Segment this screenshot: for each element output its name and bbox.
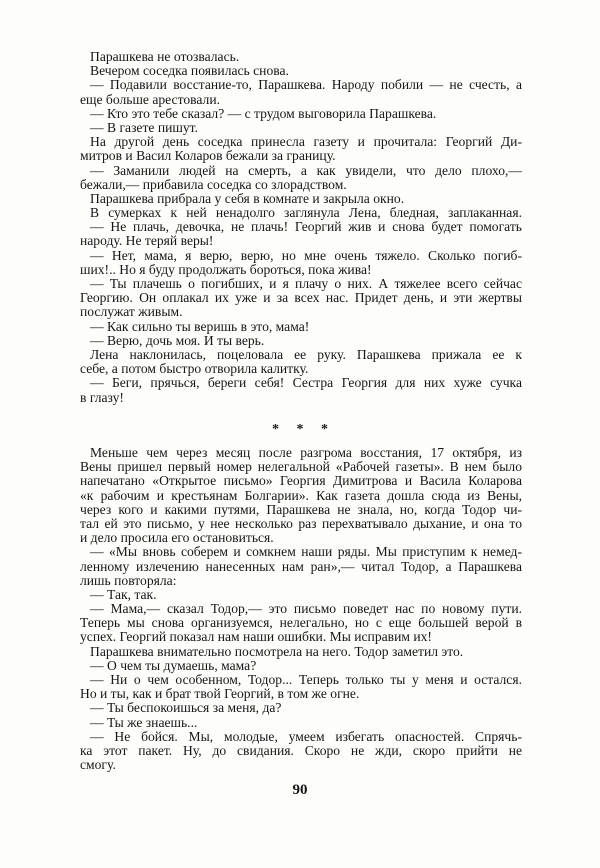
text-line: себе, а потом быстро отворила калитку. <box>80 361 309 377</box>
text-line: — Мама,— сказал Тодор,— это письмо поведет нас по новому пути. <box>90 602 522 617</box>
text-line: народу. Не теряй веры! <box>80 233 214 249</box>
text-line: — Не плачь, девочка, не плачь! Георгий жив и снова будет помогать <box>90 220 522 235</box>
text-line: напечатано «Открытое письмо» Георгия Димитрова и Васила Коларова <box>80 474 522 489</box>
text-line: Георгию. Он оплакал их уже и за всех нас. Придет день, и эти жертвы <box>80 291 522 306</box>
text-block-second-scene <box>80 446 522 772</box>
text-line: — Нет, мама, я верю, верю, но мне очень тяжело. Сколько погиб- <box>90 248 522 263</box>
text-line: бежали,— прибавила соседка со злорадством. <box>80 176 347 192</box>
text-line: — Как сильно ты веришь в это, мама! <box>90 318 310 334</box>
text-line: — В газете пишут. <box>90 119 198 135</box>
text-line: Парашкева не отозвалась. <box>90 49 240 64</box>
text-block-first-scene <box>80 50 522 405</box>
text-line: послужат живым. <box>80 304 183 320</box>
text-line: На другой день соседка принесла газету и прочитала: Георгий Ди- <box>90 135 522 150</box>
text-line: Лена наклонилась, поцеловала ее руку. Парашкева прижала ее к <box>90 347 522 362</box>
text-line: Вечером соседка появилась снова. <box>90 63 289 79</box>
text-line: — Ни о чем особенном, Тодор... Теперь только ты у меня и остался. <box>90 673 522 687</box>
text-line: Парашкева прибрала у себя в комнате и закрыла окно. <box>90 190 405 206</box>
text-line: — Так, так. <box>90 586 157 602</box>
text-line: тал ей это письмо, у нее несколько раз перехватывало дыхание, и она то <box>80 516 522 531</box>
text-line: Парашкева внимательно посмотрела на него. Тодор заметил это. <box>90 643 464 659</box>
text-line: — Ты беспокоишься за меня, да? <box>90 700 282 716</box>
text-line: митров и Васил Коларов бежали за границу. <box>80 148 336 164</box>
page-number: 90 <box>292 782 308 798</box>
text-line: — Беги, прячься, береги себя! Сестра Георгия для них хуже сучка <box>90 376 522 391</box>
text-line: смогу. <box>80 757 116 773</box>
text-line: в глазу! <box>80 389 124 405</box>
text-line: через кого и какими путями, Парашкева не знала, но, когда Тодор чи- <box>80 502 522 517</box>
section-separator: * * * <box>272 422 328 437</box>
text-line: — «Мы вновь соберем и сомкнем наши ряды. Мы приступим к немед- <box>90 545 522 560</box>
text-line: — Ты же знаешь... <box>90 714 198 730</box>
text-line: — Ты плачешь о погибших, и я плачу о них. А тяжелее всего сейчас <box>90 277 522 291</box>
text-line: успех. Георгий показал нам наши ошибки. Мы исправим их! <box>80 629 432 645</box>
text-line: лишь повторяла: <box>80 572 177 588</box>
text-line: — Верю, дочь моя. И ты верь. <box>90 332 265 348</box>
text-line: еще больше арестовали. <box>80 91 220 107</box>
text-line: — Не бойся. Мы, молодые, умеем избегать опасностей. Спрячь- <box>90 729 522 744</box>
text-line: ленному излечению нанесенных нам ран»,— читал Тодор, а Парашкева <box>80 559 522 574</box>
text-line: — Заманили людей на смерть, а как увидели, что дело плохо,— <box>90 163 522 178</box>
text-line: Вены пришел первый номер нелегальной «Рабочей газеты». В нем было <box>80 460 522 475</box>
text-line: — Кто это тебе сказал? — с трудом выговорила Парашкева. <box>90 105 437 121</box>
text-line: — Подавили восстание-то, Парашкева. Народу побили — не счесть, а <box>90 78 522 93</box>
text-line: ших!.. Но я буду продолжать бороться, пока жива! <box>80 261 372 277</box>
text-line: — О чем ты думаешь, мама? <box>90 657 257 673</box>
text-line: Меньше чем через месяц после разгрома восстания, 17 октября, из <box>90 446 522 460</box>
text-line: и дело просила его остановиться. <box>80 530 274 546</box>
text-line: Но и ты, как и брат твой Георгий, в том же огне. <box>80 686 360 702</box>
text-line: «к рабочим и крестьянам Болгарии». Как газета дошла сюда из Вены, <box>80 488 522 503</box>
text-line: В сумерках к ней ненадолго заглянула Лена, бледная, заплаканная. <box>90 206 522 221</box>
text-line: ка этот пакет. Ну, до свидания. Скоро не жди, скоро прийти не <box>80 743 522 758</box>
text-line: Теперь мы снова организуемся, нелегально, но с еще большей верой в <box>80 616 522 631</box>
